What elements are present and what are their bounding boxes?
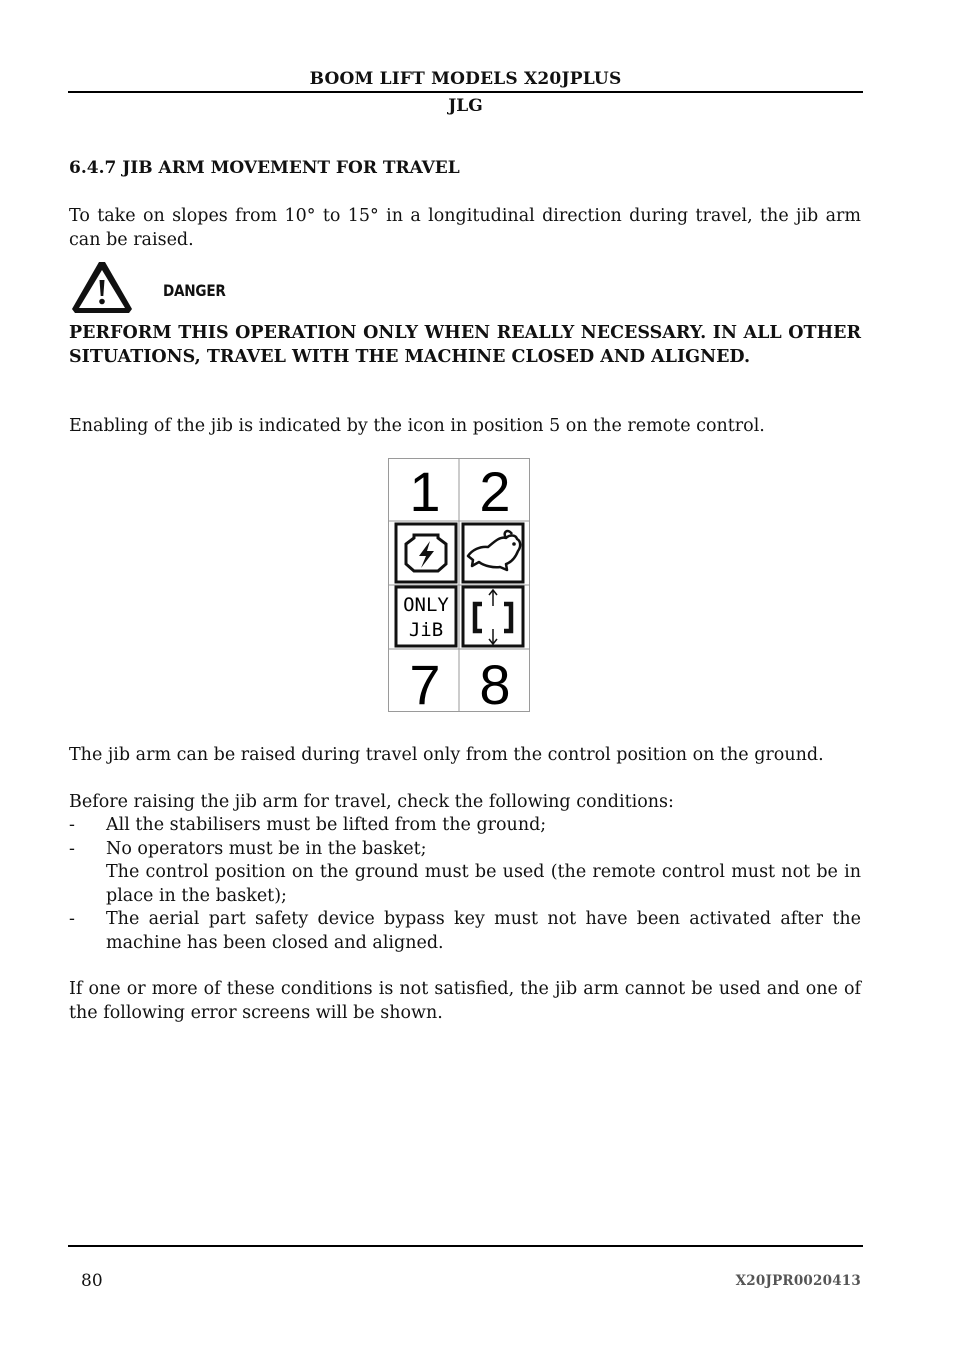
position-1-number: 1 xyxy=(409,460,441,523)
document-code: X20JPR0020413 xyxy=(735,1273,861,1289)
list-item-text: No operators must be in the basket; xyxy=(106,838,427,859)
extend-retract-icon xyxy=(463,587,523,646)
list-dash: - xyxy=(69,909,75,929)
intro-paragraph: To take on slopes from 10° to 15° in a longitudinal direction during travel, the jib arm can be raised. xyxy=(69,206,861,250)
list-item xyxy=(69,838,861,862)
remote-control-display xyxy=(388,458,530,712)
list-item xyxy=(69,814,861,838)
list-item-text: The aerial part safety device bypass key must not have been activated after the machine has been closed and aligned. xyxy=(106,909,861,953)
footer-rule xyxy=(68,1245,863,1247)
list-item-text: All the stabilisers must be lifted from the ground; xyxy=(106,815,547,835)
only-jib-line2: JiB xyxy=(408,619,444,641)
header-rule xyxy=(68,91,863,93)
only-jib-line1: ONLY xyxy=(403,594,449,616)
conditions-list xyxy=(69,814,861,955)
conditions-intro: Before raising the jib arm for travel, check the following conditions: xyxy=(69,792,674,812)
list-item xyxy=(69,908,861,955)
position-2-number: 2 xyxy=(479,460,511,523)
list-item xyxy=(69,861,861,908)
warning-triangle-icon xyxy=(70,259,134,315)
only-jib-icon xyxy=(396,587,456,646)
danger-label: DANGER xyxy=(163,281,226,300)
page-number: 80 xyxy=(81,1271,103,1291)
list-item-text: The control position on the ground must be used (the remote control must not be in place in the basket); xyxy=(106,862,861,906)
list-dash: - xyxy=(69,815,75,835)
ground-only-paragraph: The jib arm can be raised during travel only from the control position on the ground. xyxy=(69,745,824,765)
engine-electric-icon xyxy=(396,524,456,582)
danger-warning-text: PERFORM THIS OPERATION ONLY WHEN REALLY NECESSARY. IN ALL OTHER SITUATIONS, TRAVEL WITH THE MACHINE CLOSED AND ALIGNED. xyxy=(69,323,861,367)
hare-fast-speed-icon xyxy=(463,524,523,582)
position-7-number: 7 xyxy=(409,653,441,712)
list-dash: - xyxy=(69,838,75,859)
closing-paragraph: If one or more of these conditions is not satisfied, the jib arm cannot be used and one of the following error screens will be shown. xyxy=(69,979,861,1023)
header-brand: JLG xyxy=(448,96,483,116)
header-title: BOOM LIFT MODELS X20JPLUS xyxy=(309,69,622,89)
section-title: 6.4.7 JIB ARM MOVEMENT FOR TRAVEL xyxy=(69,158,460,178)
position-8-number: 8 xyxy=(479,653,511,712)
enabling-paragraph: Enabling of the jib is indicated by the icon in position 5 on the remote control. xyxy=(69,416,765,436)
